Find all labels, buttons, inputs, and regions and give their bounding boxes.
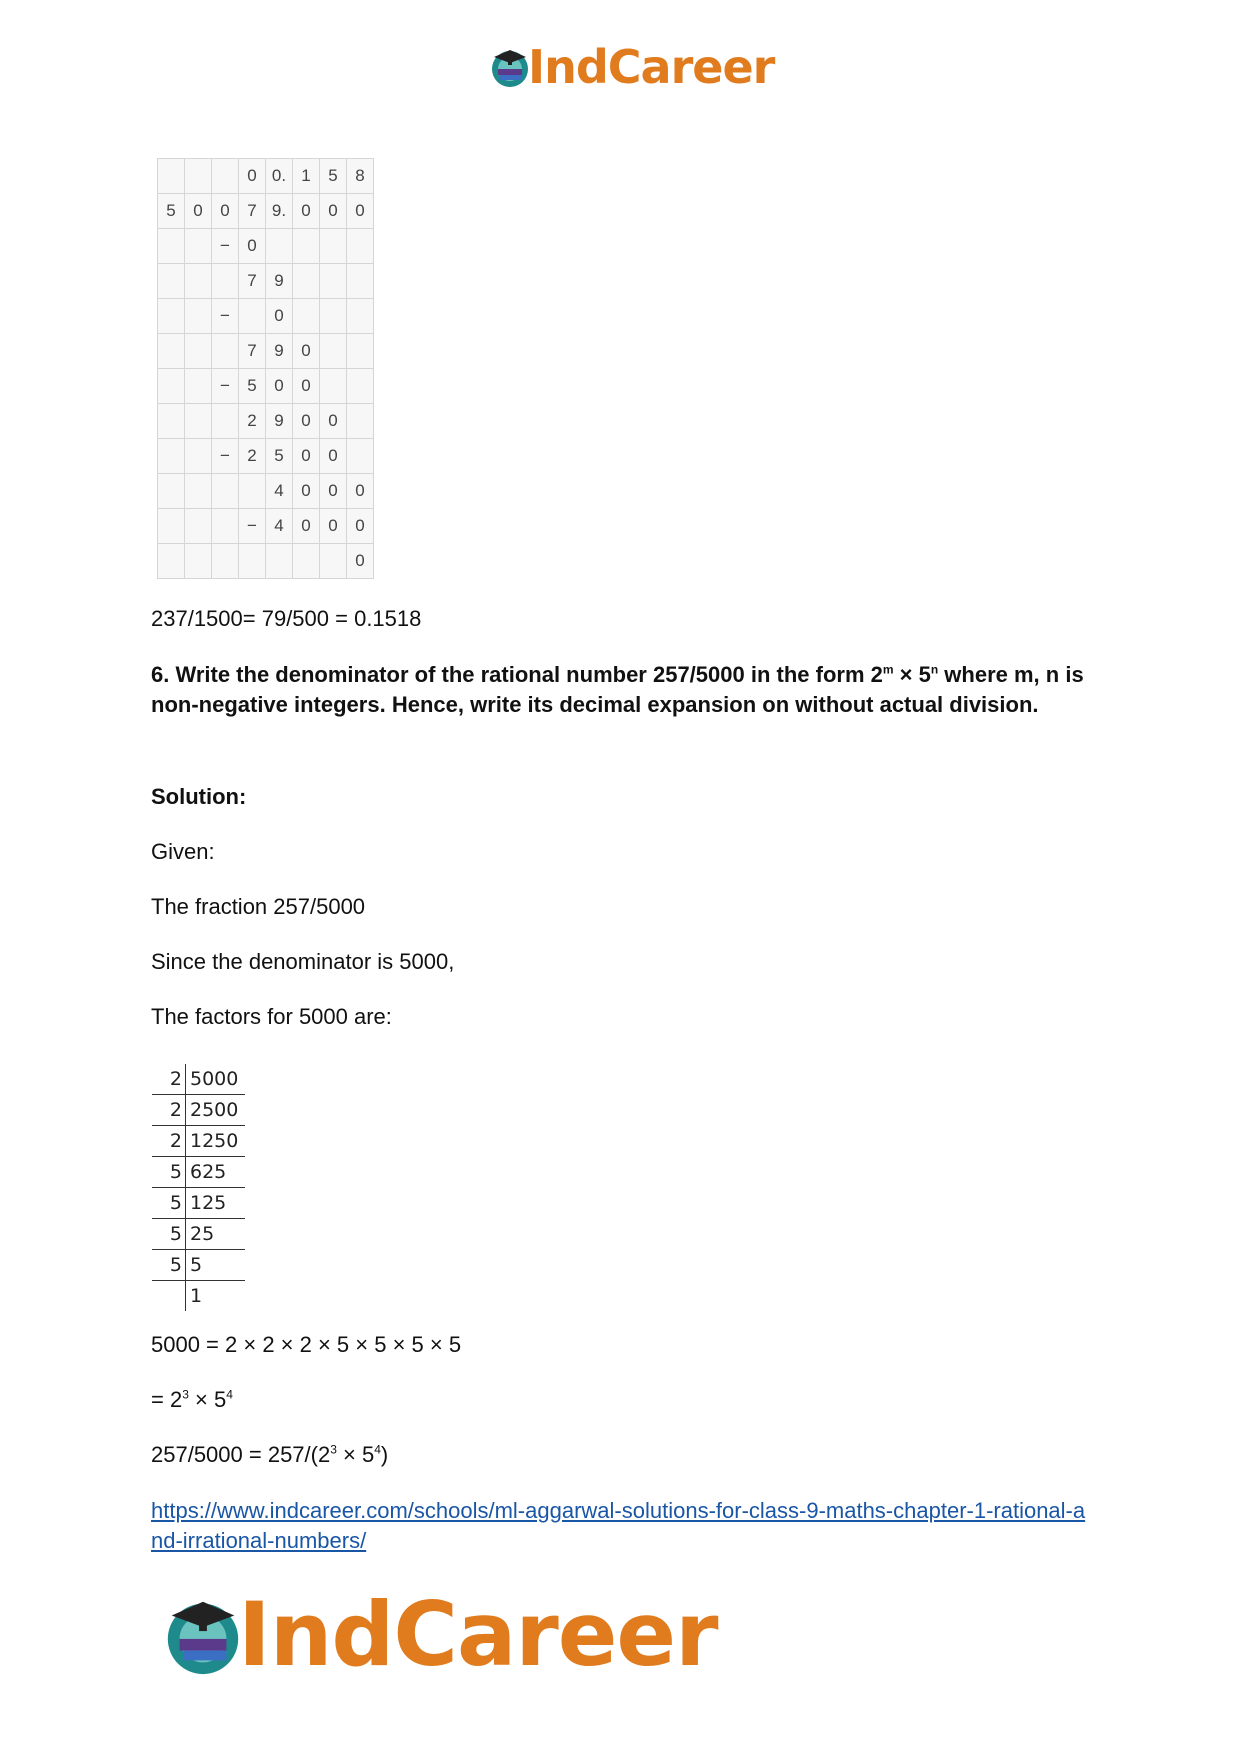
division-cell — [158, 544, 185, 579]
division-cell — [158, 474, 185, 509]
factor-quotient: 1 — [190, 1285, 203, 1307]
factors-line: The factors for 5000 are: — [151, 1004, 392, 1029]
factor-divisor: 5 — [152, 1219, 186, 1250]
division-row — [158, 264, 374, 299]
question-part-3: where m, n is non-negative integers. Hence, write its decimal expansion on without actual division. — [151, 662, 1084, 717]
final-line-suffix: ) — [380, 1442, 389, 1467]
factor-divisor: 2 — [152, 1095, 186, 1126]
factorization-line: 5000 = 2 × 2 × 2 × 5 × 5 × 5 × 5 — [151, 1332, 462, 1357]
division-cell: 0 — [293, 439, 320, 474]
factor-row — [152, 1095, 245, 1126]
division-cell: 0 — [293, 474, 320, 509]
division-row — [158, 334, 374, 369]
division-cell: − — [212, 229, 239, 264]
division-cell — [185, 229, 212, 264]
factor-divisor: 2 — [152, 1064, 186, 1095]
division-cell: 0 — [320, 474, 347, 509]
division-cell: 0. — [266, 159, 293, 194]
division-cell: 0 — [347, 474, 374, 509]
division-cell: 0 — [212, 194, 239, 229]
division-row — [158, 474, 374, 509]
division-cell: − — [212, 299, 239, 334]
graduation-book-logo-icon — [488, 45, 532, 89]
division-cell — [185, 439, 212, 474]
division-cell: 2 — [239, 404, 266, 439]
factor-quotient: 2500 — [186, 1095, 246, 1126]
factor-divisor — [152, 1281, 186, 1312]
division-cell: 0 — [320, 194, 347, 229]
division-cell — [158, 369, 185, 404]
division-cell — [347, 334, 374, 369]
factor-quotient: 625 — [186, 1157, 246, 1188]
division-cell — [212, 159, 239, 194]
division-cell — [185, 369, 212, 404]
factor-row — [152, 1281, 245, 1312]
division-cell: 5 — [266, 439, 293, 474]
factor-row — [152, 1126, 245, 1157]
division-cell — [320, 299, 347, 334]
division-cell: 0 — [293, 404, 320, 439]
division-cell — [185, 404, 212, 439]
division-cell: 7 — [239, 194, 266, 229]
division-cell: 5 — [158, 194, 185, 229]
factor-divisor: 5 — [152, 1188, 186, 1219]
division-cell: 0 — [185, 194, 212, 229]
division-cell — [185, 159, 212, 194]
division-cell — [185, 334, 212, 369]
division-cell: 8 — [347, 159, 374, 194]
footer-logo — [160, 1583, 718, 1686]
division-cell: 0 — [293, 194, 320, 229]
division-cell — [185, 544, 212, 579]
division-cell — [239, 544, 266, 579]
exponent-n: n — [930, 662, 939, 677]
question-part-2: × 5 — [893, 662, 931, 687]
division-cell — [185, 509, 212, 544]
graduation-book-logo-icon — [160, 1592, 246, 1678]
division-cell: 4 — [266, 509, 293, 544]
division-cell: 0 — [266, 299, 293, 334]
division-cell: 0 — [239, 159, 266, 194]
logo-text: IndCareer — [238, 1583, 718, 1686]
division-row — [158, 229, 374, 264]
division-cell — [293, 264, 320, 299]
factor-divisor: 5 — [152, 1157, 186, 1188]
exponent-3: 3 — [182, 1387, 189, 1402]
division-cell: 0 — [320, 404, 347, 439]
division-cell — [320, 369, 347, 404]
division-cell: 0 — [293, 334, 320, 369]
logo-text: IndCareer — [528, 40, 775, 94]
division-cell: 5 — [320, 159, 347, 194]
exponent-m: m — [882, 662, 894, 677]
division-cell — [212, 334, 239, 369]
division-cell: 0 — [293, 369, 320, 404]
division-cell — [347, 404, 374, 439]
division-cell — [212, 509, 239, 544]
division-cell — [185, 474, 212, 509]
division-cell — [158, 264, 185, 299]
division-cell: 0 — [347, 194, 374, 229]
division-cell: 0 — [347, 509, 374, 544]
division-cell — [239, 299, 266, 334]
division-cell — [293, 229, 320, 264]
exponent-4: 4 — [226, 1387, 233, 1402]
division-cell — [212, 474, 239, 509]
factor-row — [152, 1064, 245, 1095]
division-cell — [266, 544, 293, 579]
division-cell: 7 — [239, 264, 266, 299]
division-cell — [347, 229, 374, 264]
division-cell — [293, 544, 320, 579]
division-cell — [158, 334, 185, 369]
division-cell — [212, 264, 239, 299]
division-cell: 9 — [266, 264, 293, 299]
given-label: Given: — [151, 839, 215, 864]
division-cell: 0 — [266, 369, 293, 404]
factor-quotient: 1250 — [186, 1126, 246, 1157]
division-cell — [212, 404, 239, 439]
division-cell — [185, 299, 212, 334]
factor-row — [152, 1219, 245, 1250]
source-link[interactable]: https://www.indcareer.com/schools/ml-aggarwal-solutions-for-class-9-maths-chapter-1-rational-and-irrational-numbers/ — [151, 1498, 1086, 1553]
question-part-1: 6. Write the denominator of the rational number 257/5000 in the form 2 — [151, 662, 883, 687]
denominator-line: Since the denominator is 5000, — [151, 949, 455, 974]
factor-ladder-table — [152, 1064, 245, 1311]
long-division-table — [157, 158, 374, 579]
final-exponent-3: 3 — [330, 1442, 337, 1457]
factor-row — [152, 1250, 245, 1281]
division-cell: 7 — [239, 334, 266, 369]
division-cell: 0 — [347, 544, 374, 579]
power-line-base-2: = 2 — [151, 1387, 183, 1412]
header-logo — [488, 40, 774, 94]
division-row — [158, 404, 374, 439]
division-row — [158, 194, 374, 229]
division-cell — [185, 264, 212, 299]
fraction-line: The fraction 257/5000 — [151, 894, 366, 919]
result-line: 237/1500= 79/500 = 0.1518 — [151, 606, 422, 631]
division-cell — [320, 264, 347, 299]
division-cell — [158, 439, 185, 474]
factor-row — [152, 1188, 245, 1219]
division-cell: 0 — [320, 439, 347, 474]
division-cell — [266, 229, 293, 264]
division-cell — [239, 474, 266, 509]
division-row — [158, 369, 374, 404]
division-cell — [347, 264, 374, 299]
division-cell — [320, 334, 347, 369]
division-cell — [320, 229, 347, 264]
question-6 — [151, 660, 1091, 720]
factor-quotient: 25 — [186, 1219, 246, 1250]
factor-row — [152, 1157, 245, 1188]
division-cell — [158, 509, 185, 544]
division-cell: 5 — [239, 369, 266, 404]
division-cell: − — [239, 509, 266, 544]
final-line-base-5: × 5 — [336, 1442, 375, 1467]
division-cell — [347, 369, 374, 404]
power-line-base-5: × 5 — [188, 1387, 227, 1412]
division-cell: 2 — [239, 439, 266, 474]
division-cell — [158, 299, 185, 334]
solution-label: Solution: — [151, 784, 247, 809]
division-cell: 0 — [320, 509, 347, 544]
division-row — [158, 439, 374, 474]
division-cell: − — [212, 439, 239, 474]
division-cell — [347, 299, 374, 334]
division-cell — [158, 404, 185, 439]
division-row — [158, 299, 374, 334]
factor-quotient: 5000 — [186, 1064, 246, 1095]
division-cell: 9. — [266, 194, 293, 229]
factor-divisor: 5 — [152, 1250, 186, 1281]
division-cell — [212, 544, 239, 579]
division-cell — [293, 299, 320, 334]
division-cell: 0 — [293, 509, 320, 544]
division-cell — [158, 229, 185, 264]
factor-quotient: 5 — [186, 1250, 246, 1281]
factor-quotient: 125 — [186, 1188, 246, 1219]
division-cell: 0 — [239, 229, 266, 264]
division-cell: 9 — [266, 334, 293, 369]
division-cell: 4 — [266, 474, 293, 509]
division-cell: − — [212, 369, 239, 404]
division-cell: 9 — [266, 404, 293, 439]
final-line — [151, 1440, 388, 1470]
division-cell — [320, 544, 347, 579]
power-line — [151, 1385, 233, 1415]
division-row — [158, 544, 374, 579]
division-row — [158, 509, 374, 544]
final-line-prefix: 257/5000 = 257/(2 — [151, 1442, 331, 1467]
division-cell — [158, 159, 185, 194]
factor-divisor: 2 — [152, 1126, 186, 1157]
final-exponent-4: 4 — [374, 1442, 381, 1457]
division-row — [158, 159, 374, 194]
division-cell: 1 — [293, 159, 320, 194]
division-cell — [347, 439, 374, 474]
